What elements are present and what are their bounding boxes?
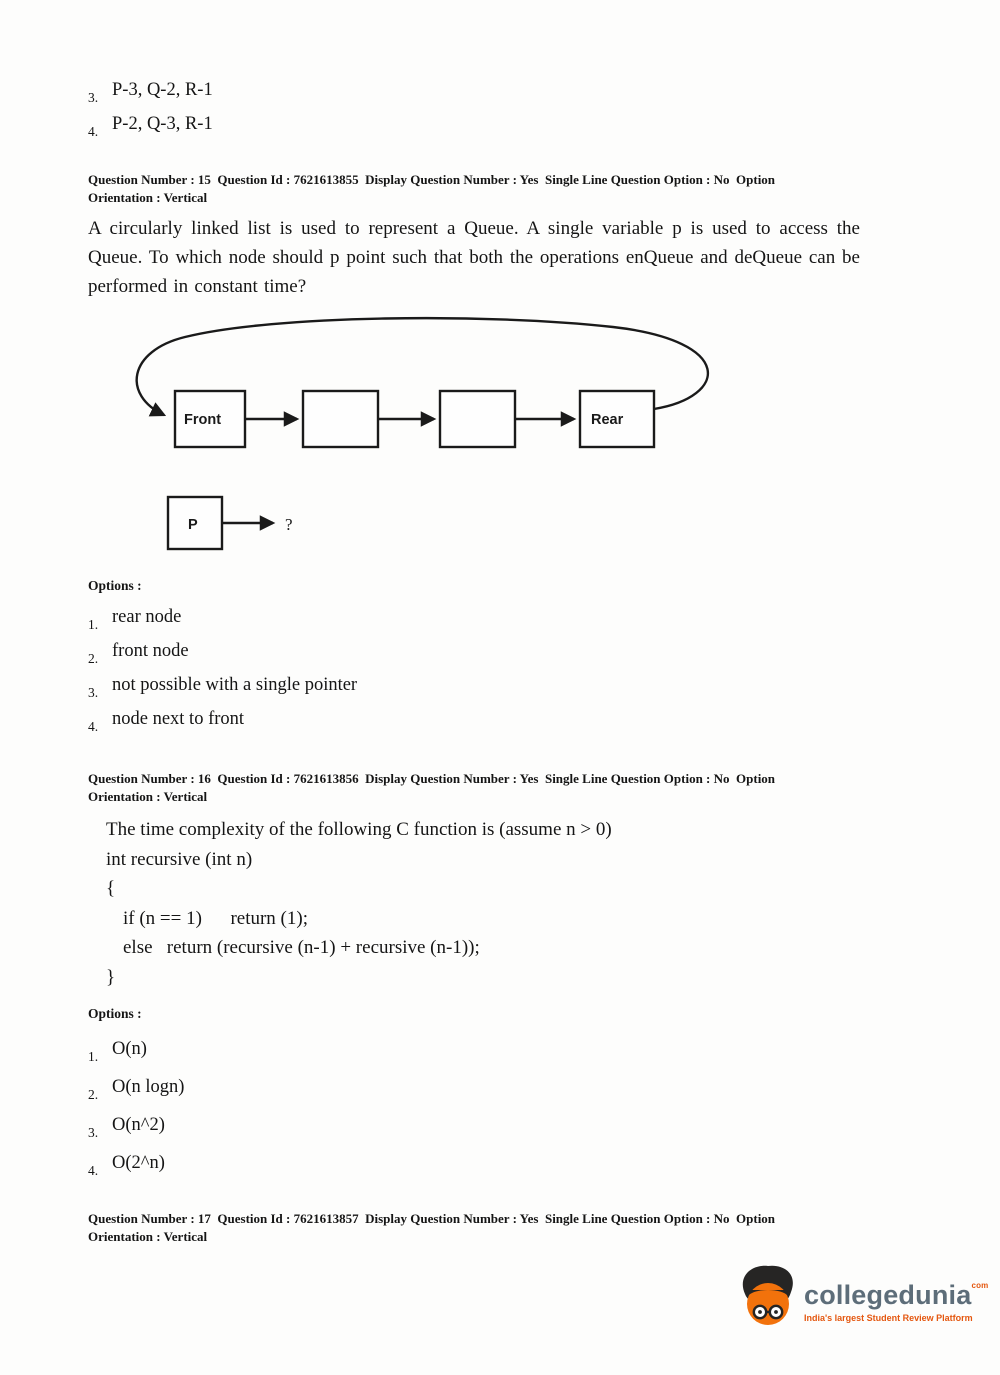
brand-tagline: India's largest Student Review Platform — [804, 1313, 973, 1323]
question-15-meta — [88, 171, 860, 206]
code-line: } — [106, 966, 116, 988]
option-row — [88, 80, 860, 105]
node-box — [303, 391, 378, 447]
question-16-text — [106, 815, 860, 992]
meta-line: Orientation : Vertical — [88, 1228, 208, 1244]
brand-text-column — [804, 1264, 989, 1323]
node-box — [440, 391, 515, 447]
collegedunia-mascot-icon — [740, 1264, 796, 1330]
question-mark-label: ? — [285, 515, 293, 535]
option-row — [88, 1153, 860, 1178]
option-row — [88, 114, 860, 139]
brand-wordmark: collegedunia — [804, 1280, 972, 1310]
option-number: 4. — [88, 124, 99, 139]
option-row — [88, 1039, 860, 1064]
question-line: The time complexity of the following C function is (assume n > 0) — [106, 819, 612, 841]
question-15-options — [88, 607, 860, 735]
option-number: 3. — [88, 90, 99, 105]
option-number: 4. — [88, 719, 99, 735]
option-number: 4. — [88, 1163, 99, 1178]
circular-queue-diagram — [88, 311, 860, 568]
option-text: P-3, Q-2, R-1 — [112, 80, 213, 100]
code-line: if (n == 1) return (1); — [123, 907, 308, 929]
pointer-p-label: P — [188, 517, 198, 534]
question-16-options — [88, 1039, 860, 1178]
option-row — [88, 607, 860, 633]
question-17-meta — [88, 1210, 860, 1245]
option-number: 2. — [88, 1087, 99, 1102]
option-row — [88, 709, 860, 735]
code-line: else return (recursive (n-1) + recursive (n-1)); — [123, 937, 480, 959]
options-label: Options : — [88, 1006, 142, 1021]
meta-line: Orientation : Vertical — [88, 788, 208, 804]
meta-line: Question Number : 17 Question Id : 7621613857 Display Question Number : Yes Single Line Question Option : No Option — [88, 1211, 776, 1226]
question-15-text: A circularly linked list is used to represent a Queue. A single variable p is used to access the Queue. To which node should p point such that both the operations enQueue and deQueue can be performed in constant time? — [88, 218, 860, 298]
front-node-label: Front — [184, 412, 222, 429]
option-row — [88, 641, 860, 667]
question-16-meta — [88, 770, 860, 805]
meta-line: Orientation : Vertical — [88, 189, 208, 205]
brand-suffix: com — [971, 1281, 989, 1290]
option-row — [88, 1115, 860, 1140]
code-line: int recursive (int n) — [106, 848, 253, 870]
collegedunia-logo[interactable] — [740, 1264, 989, 1330]
options-label: Options : — [88, 578, 142, 594]
option-text: not possible with a single pointer — [112, 675, 358, 696]
option-number: 3. — [88, 1125, 99, 1140]
page-content — [88, 0, 860, 1245]
option-text: front node — [112, 641, 189, 662]
rear-node-label: Rear — [591, 412, 624, 429]
option-number: 1. — [88, 1049, 99, 1064]
option-number: 2. — [88, 651, 99, 667]
question-14-options — [88, 80, 860, 139]
option-text: P-2, Q-3, R-1 — [112, 114, 213, 134]
option-row — [88, 1077, 860, 1102]
brand-name — [804, 1282, 989, 1309]
meta-line: Question Number : 15 Question Id : 7621613855 Display Question Number : Yes Single Line Question Option : No Option — [88, 172, 776, 187]
option-number: 3. — [88, 685, 99, 701]
option-text: O(2^n) — [112, 1153, 165, 1173]
option-text: O(n^2) — [112, 1115, 165, 1135]
queue-diagram-svg — [88, 311, 778, 563]
option-row — [88, 675, 860, 701]
option-text: O(n logn) — [112, 1077, 185, 1097]
option-number: 1. — [88, 617, 99, 633]
option-text: rear node — [112, 607, 182, 628]
option-text: O(n) — [112, 1039, 147, 1059]
option-text: node next to front — [112, 709, 245, 730]
meta-line: Question Number : 16 Question Id : 7621613856 Display Question Number : Yes Single Line Question Option : No Option — [88, 771, 776, 787]
code-line: { — [106, 878, 116, 900]
